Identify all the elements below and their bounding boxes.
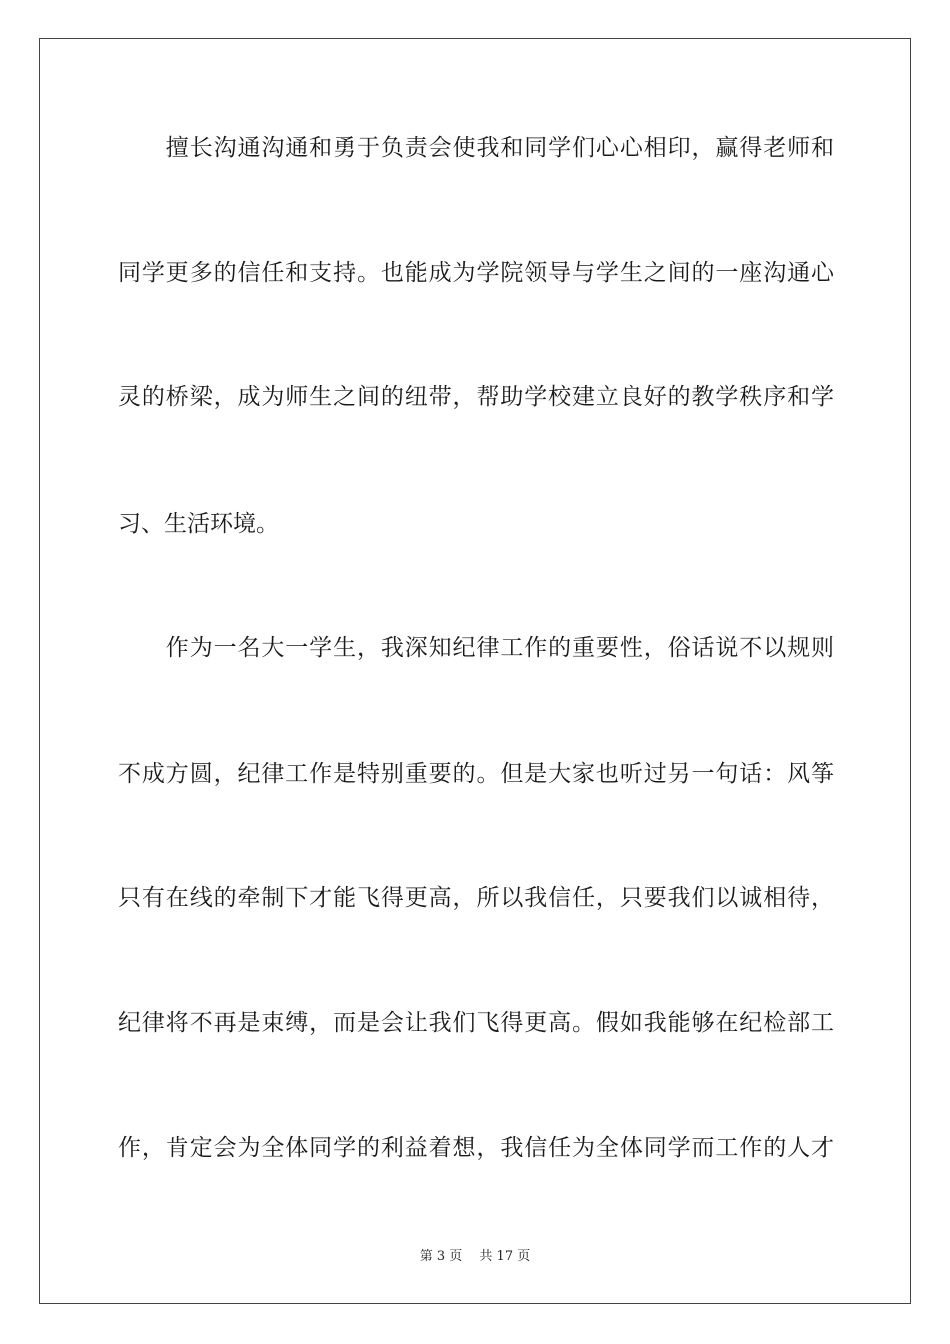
text-line-1: 擅长沟通沟通和勇于负责会使我和同学们心心相印，赢得老师和 xyxy=(118,135,834,161)
text-line-8: 纪律将不再是束缚，而是会让我们飞得更高。假如我能够在纪检部工 xyxy=(118,1010,834,1036)
text-line-9: 作，肯定会为全体同学的利益着想，我信任为全体同学而工作的人才 xyxy=(118,1135,834,1161)
text-line-5: 作为一名大一学生，我深知纪律工作的重要性，俗话说不以规则 xyxy=(118,635,834,661)
text-line-7: 只有在线的牵制下才能飞得更高，所以我信任，只要我们以诚相待， xyxy=(118,885,834,911)
text-line-2: 同学更多的信任和支持。也能成为学院领导与学生之间的一座沟通心 xyxy=(118,260,834,286)
text-line-4: 习、生活环境。 xyxy=(118,511,279,537)
text-line-6: 不成方圆，纪律工作是特别重要的。但是大家也听过另一句话：风筝 xyxy=(118,761,834,787)
text-line-3: 灵的桥梁，成为师生之间的纽带，帮助学校建立良好的教学秩序和学 xyxy=(118,384,834,410)
page-number-footer: 第 3 页 共 17 页 xyxy=(419,1249,531,1264)
page-frame xyxy=(39,38,911,1304)
